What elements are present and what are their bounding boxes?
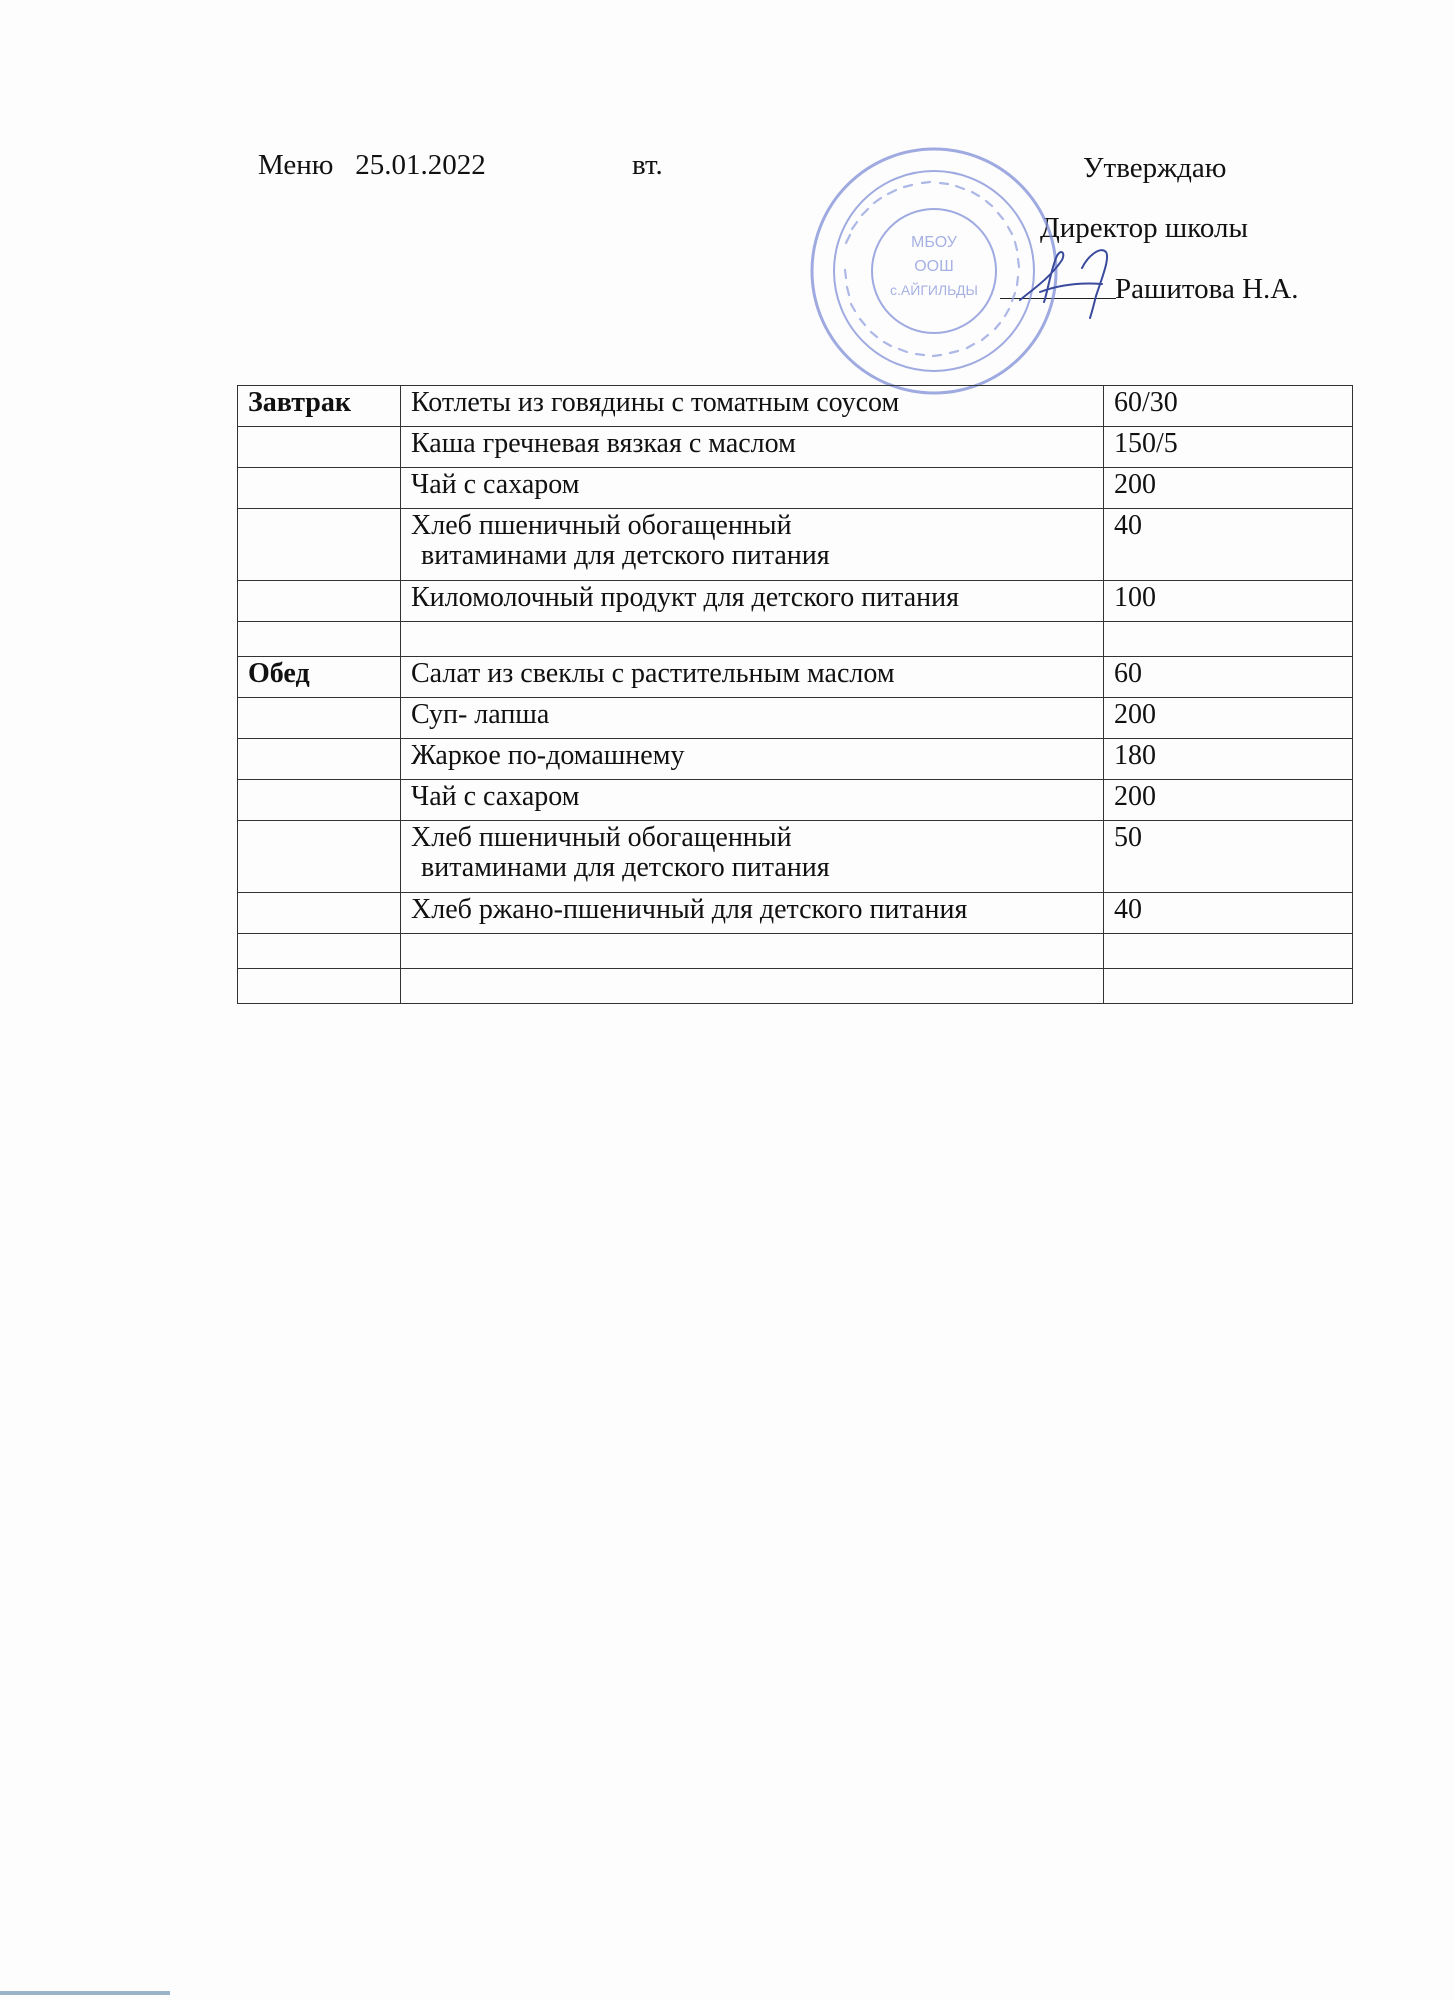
approval-label: Утверждаю xyxy=(1083,152,1227,184)
stamp-line-2: ООШ xyxy=(914,258,954,275)
dish-name: Котлеты из говядины с томатным соусом xyxy=(411,387,900,418)
dish-name: Хлеб пшеничный обогащенный xyxy=(411,510,792,541)
portion-cell: 40 xyxy=(1104,509,1353,581)
portion-cell: 200 xyxy=(1104,698,1353,739)
director-title: Директор школы xyxy=(1040,212,1248,244)
portion-cell: 150/5 xyxy=(1104,427,1353,468)
dish-cell xyxy=(401,934,1104,969)
dish-cell xyxy=(401,821,1104,893)
menu-table xyxy=(237,385,1353,1004)
dish-name: витаминами для детского питания xyxy=(421,540,830,571)
table-row xyxy=(238,969,1353,1004)
handwritten-signature xyxy=(1010,238,1130,328)
portion-cell: 100 xyxy=(1104,581,1353,622)
portion-cell: 200 xyxy=(1104,468,1353,509)
meal-cell: Обед xyxy=(238,657,401,698)
table-row xyxy=(238,698,1353,739)
table-row xyxy=(238,739,1353,780)
table-row xyxy=(238,821,1353,893)
signatory-name: Рашитова Н.А. xyxy=(1115,273,1299,305)
dish-cell xyxy=(401,969,1104,1004)
meal-cell xyxy=(238,468,401,509)
portion-cell xyxy=(1104,969,1353,1004)
dish-name: витаминами для детского питания xyxy=(421,852,830,883)
scan-edge-strip xyxy=(0,1991,170,1995)
dish-cell xyxy=(401,468,1104,509)
table-row xyxy=(238,427,1353,468)
table-row xyxy=(238,468,1353,509)
meal-cell xyxy=(238,893,401,934)
portion-cell: 200 xyxy=(1104,780,1353,821)
dish-cell xyxy=(401,581,1104,622)
table-row xyxy=(238,581,1353,622)
dish-name: Салат из свеклы с растительным маслом xyxy=(411,658,895,689)
dish-name: Чай с сахаром xyxy=(411,469,580,500)
portion-cell: 60/30 xyxy=(1104,386,1353,427)
dish-cell xyxy=(401,893,1104,934)
stamp-line-1: МБОУ xyxy=(911,234,957,251)
weekday-label: вт. xyxy=(632,149,663,181)
meal-cell xyxy=(238,581,401,622)
table-row xyxy=(238,934,1353,969)
meal-cell xyxy=(238,509,401,581)
table-row xyxy=(238,780,1353,821)
dish-cell xyxy=(401,427,1104,468)
table-row xyxy=(238,622,1353,657)
table-row xyxy=(238,386,1353,427)
portion-cell: 60 xyxy=(1104,657,1353,698)
stamp-line-3: с.АЙГИЛЬДЫ xyxy=(890,282,978,298)
meal-cell xyxy=(238,698,401,739)
menu-table-body xyxy=(238,386,1353,1004)
dish-cell xyxy=(401,509,1104,581)
portion-cell xyxy=(1104,934,1353,969)
dish-name: Хлеб ржано-пшеничный для детского питания xyxy=(411,894,968,925)
dish-name: Суп- лапша xyxy=(411,699,550,730)
portion-cell: 50 xyxy=(1104,821,1353,893)
portion-cell: 40 xyxy=(1104,893,1353,934)
meal-cell xyxy=(238,821,401,893)
meal-cell xyxy=(238,427,401,468)
dish-name: Чай с сахаром xyxy=(411,781,580,812)
table-row xyxy=(238,509,1353,581)
meal-cell xyxy=(238,622,401,657)
dish-cell xyxy=(401,386,1104,427)
dish-cell xyxy=(401,780,1104,821)
meal-cell xyxy=(238,739,401,780)
dish-cell xyxy=(401,739,1104,780)
portion-cell xyxy=(1104,622,1353,657)
portion-cell: 180 xyxy=(1104,739,1353,780)
dish-name: Киломолочный продукт для детского питания xyxy=(411,582,960,613)
table-row xyxy=(238,657,1353,698)
dish-name: Жаркое по-домашнему xyxy=(411,740,685,771)
dish-cell xyxy=(401,622,1104,657)
meal-cell xyxy=(238,780,401,821)
dish-cell xyxy=(401,657,1104,698)
meal-cell xyxy=(238,969,401,1004)
table-row xyxy=(238,893,1353,934)
meal-cell: Завтрак xyxy=(238,386,401,427)
dish-name: Хлеб пшеничный обогащенный xyxy=(411,822,792,853)
menu-date-title: Меню 25.01.2022 xyxy=(258,149,486,181)
meal-cell xyxy=(238,934,401,969)
dish-cell xyxy=(401,698,1104,739)
dish-name: Каша гречневая вязкая с маслом xyxy=(411,428,796,459)
